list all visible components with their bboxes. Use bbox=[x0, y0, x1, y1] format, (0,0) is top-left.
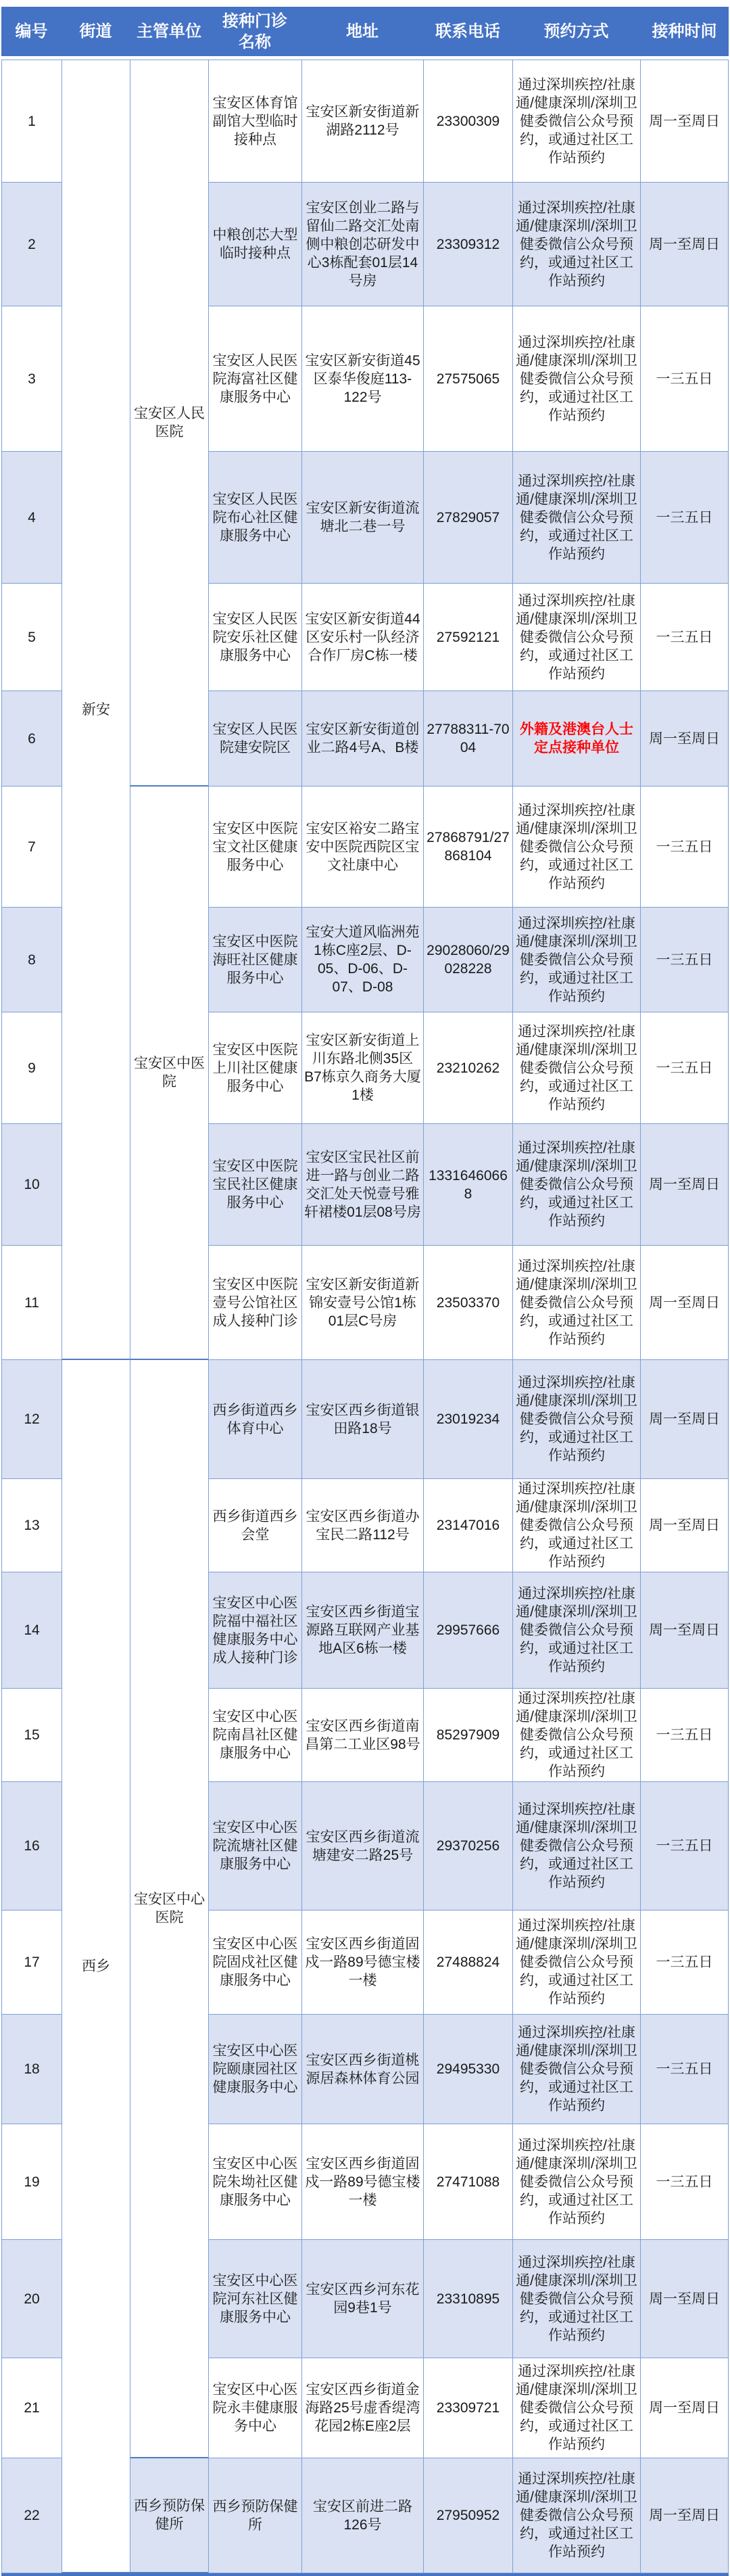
cell-phone: 23147016 bbox=[423, 1479, 512, 1572]
cell-clinic-name: 宝安区人民医院海富社区健康服务中心 bbox=[208, 306, 301, 452]
column-header-clinic-name bbox=[208, 7, 301, 56]
cell-phone: 13316460668 bbox=[423, 1124, 512, 1246]
column-header-schedule: 接种时间 bbox=[640, 7, 729, 56]
cell-address: 宝安区西乡街道宝源路互联网产业基地A区6栋一楼 bbox=[301, 1572, 423, 1689]
cell-schedule: 一三五日 bbox=[640, 584, 729, 691]
header-row bbox=[1, 7, 729, 56]
cell-clinic-name: 宝安区人民医院建安院区 bbox=[208, 691, 301, 787]
cell-clinic-name: 宝安区体育馆副馆大型临时接种点 bbox=[208, 60, 301, 183]
cell-booking-method: 通过深圳疾控/社康通/健康深圳/深圳卫健委微信公众号预约，或通过社区工作站预约 bbox=[512, 584, 640, 691]
column-header-clinic-name-label: 接种门诊名称 bbox=[222, 11, 287, 51]
cell-booking-method: 通过深圳疾控/社康通/健康深圳/深圳卫健委微信公众号预约，或通过社区工作站预约 bbox=[512, 1911, 640, 2015]
cell-supervising-unit: 西乡预防保健所 bbox=[130, 2458, 208, 2573]
cell-schedule: 一三五日 bbox=[640, 2015, 729, 2124]
cell-schedule: 周一至周日 bbox=[640, 1246, 729, 1360]
cell-serial-number: 1 bbox=[1, 60, 62, 183]
cell-address: 宝安区西乡河东花园9巷1号 bbox=[301, 2240, 423, 2358]
cell-address: 宝安区新安街道上川东路北侧35区B7栋京久商务大厦1楼 bbox=[301, 1012, 423, 1124]
cell-serial-number: 21 bbox=[1, 2358, 62, 2458]
table-row bbox=[1, 1360, 729, 1479]
cell-clinic-name: 宝安区中医院上川社区健康服务中心 bbox=[208, 1012, 301, 1124]
cell-booking-method: 外籍及港澳台人士定点接种单位 bbox=[512, 691, 640, 787]
cell-phone: 85297909 bbox=[423, 1689, 512, 1782]
cell-schedule: 一三五日 bbox=[640, 1012, 729, 1124]
cell-street: 新安 bbox=[62, 60, 130, 1360]
cell-address: 宝安区宝民社区前进一路与创业二路交汇处天悦壹号雅轩裙楼01层08号房 bbox=[301, 1124, 423, 1246]
cell-serial-number: 13 bbox=[1, 1479, 62, 1572]
cell-booking-method: 通过深圳疾控/社康通/健康深圳/深圳卫健委微信公众号预约，或通过社区工作站预约 bbox=[512, 908, 640, 1012]
cell-clinic-name: 宝安区中心医院流塘社区健康服务中心 bbox=[208, 1782, 301, 1911]
cell-clinic-name: 宝安区中心医院南昌社区健康服务中心 bbox=[208, 1689, 301, 1782]
cell-phone: 23300309 bbox=[423, 60, 512, 183]
cell-address: 宝安区新安街道流塘北二巷一号 bbox=[301, 452, 423, 584]
cell-phone: 27788311-7004 bbox=[423, 691, 512, 787]
cell-booking-method: 通过深圳疾控/社康通/健康深圳/深圳卫健委微信公众号预约，或通过社区工作站预约 bbox=[512, 1782, 640, 1911]
column-header-address: 地址 bbox=[301, 7, 423, 56]
cell-phone: 27950952 bbox=[423, 2458, 512, 2573]
cell-serial-number: 7 bbox=[1, 787, 62, 908]
cell-supervising-unit: 宝安区人民医院 bbox=[130, 60, 208, 787]
cell-serial-number: 3 bbox=[1, 306, 62, 452]
cell-schedule: 周一至周日 bbox=[640, 2358, 729, 2458]
cell-serial-number: 16 bbox=[1, 1782, 62, 1911]
cell-address: 宝安区西乡街道固戍一路89号德宝楼一楼 bbox=[301, 1911, 423, 2015]
cell-clinic-name: 宝安区人民医院布心社区健康服务中心 bbox=[208, 452, 301, 584]
cell-clinic-name: 宝安区中心医院福中福社区健康服务中心成人接种门诊 bbox=[208, 1572, 301, 1689]
cell-serial-number: 6 bbox=[1, 691, 62, 787]
cell-address: 宝安区西乡街道流塘建安二路25号 bbox=[301, 1782, 423, 1911]
cell-booking-method: 通过深圳疾控/社康通/健康深圳/深圳卫健委微信公众号预约，或通过社区工作站预约 bbox=[512, 183, 640, 306]
cell-address: 宝安区创业二路与留仙二路交汇处南侧中粮创芯研发中心3栋配套01层14号房 bbox=[301, 183, 423, 306]
cell-schedule: 一三五日 bbox=[640, 908, 729, 1012]
cell-clinic-name: 宝安区中心医院永丰健康服务中心 bbox=[208, 2358, 301, 2458]
vaccination-clinic-table bbox=[1, 7, 729, 2576]
cell-schedule: 周一至周日 bbox=[640, 1572, 729, 1689]
cell-street: 西乡 bbox=[62, 1360, 130, 2573]
cell-schedule: 周一至周日 bbox=[640, 1479, 729, 1572]
cell-schedule: 一三五日 bbox=[640, 1782, 729, 1911]
cell-serial-number: 22 bbox=[1, 2458, 62, 2573]
cell-schedule: 一三五日 bbox=[640, 787, 729, 908]
cell-serial-number: 9 bbox=[1, 1012, 62, 1124]
cell-phone: 29495330 bbox=[423, 2015, 512, 2124]
cell-address: 宝安区新安街道45区泰华俊庭113-122号 bbox=[301, 306, 423, 452]
cell-booking-method: 通过深圳疾控/社康通/健康深圳/深圳卫健委微信公众号预约，或通过社区工作站预约 bbox=[512, 1124, 640, 1246]
cell-phone: 23309312 bbox=[423, 183, 512, 306]
cell-address: 宝安区西乡街道办宝民二路112号 bbox=[301, 1479, 423, 1572]
cell-address: 宝安区西乡街道金海路25号虚香缇湾花园2栋E座2层 bbox=[301, 2358, 423, 2458]
cell-booking-method: 通过深圳疾控/社康通/健康深圳/深圳卫健委微信公众号预约，或通过社区工作站预约 bbox=[512, 306, 640, 452]
cell-address: 宝安区西乡街道固戍一路89号德宝楼一楼 bbox=[301, 2124, 423, 2240]
cell-booking-method: 通过深圳疾控/社康通/健康深圳/深圳卫健委微信公众号预约，或通过社区工作站预约 bbox=[512, 60, 640, 183]
column-header-serial: 编号 bbox=[1, 7, 62, 56]
cell-schedule: 一三五日 bbox=[640, 2124, 729, 2240]
cell-address: 宝安区新安街道创业二路4号A、B楼 bbox=[301, 691, 423, 787]
cell-supervising-unit: 宝安区中心医院 bbox=[130, 1360, 208, 2458]
cell-serial-number: 15 bbox=[1, 1689, 62, 1782]
cell-booking-method: 通过深圳疾控/社康通/健康深圳/深圳卫健委微信公众号预约，或通过社区工作站预约 bbox=[512, 2458, 640, 2573]
cell-serial-number: 4 bbox=[1, 452, 62, 584]
cell-booking-method: 通过深圳疾控/社康通/健康深圳/深圳卫健委微信公众号预约，或通过社区工作站预约 bbox=[512, 1479, 640, 1572]
table-body bbox=[1, 60, 729, 2573]
cell-booking-method: 通过深圳疾控/社康通/健康深圳/深圳卫健委微信公众号预约，或通过社区工作站预约 bbox=[512, 787, 640, 908]
cell-schedule: 周一至周日 bbox=[640, 2458, 729, 2573]
cell-phone: 27829057 bbox=[423, 452, 512, 584]
cell-phone: 23310895 bbox=[423, 2240, 512, 2358]
cell-phone: 23503370 bbox=[423, 1246, 512, 1360]
column-header-phone: 联系电话 bbox=[423, 7, 512, 56]
cell-clinic-name: 西乡街道西乡会堂 bbox=[208, 1479, 301, 1572]
cell-phone: 27868791/27868104 bbox=[423, 787, 512, 908]
cell-booking-method: 通过深圳疾控/社康通/健康深圳/深圳卫健委微信公众号预约，或通过社区工作站预约 bbox=[512, 452, 640, 584]
cell-serial-number: 17 bbox=[1, 1911, 62, 2015]
column-header-street: 街道 bbox=[62, 7, 130, 56]
cell-phone: 27592121 bbox=[423, 584, 512, 691]
table-header bbox=[1, 7, 729, 60]
column-header-supervising-unit: 主管单位 bbox=[130, 7, 208, 56]
cell-serial-number: 20 bbox=[1, 2240, 62, 2358]
cell-clinic-name: 宝安区中医院壹号公馆社区成人接种门诊 bbox=[208, 1246, 301, 1360]
cell-schedule: 周一至周日 bbox=[640, 691, 729, 787]
cell-clinic-name: 宝安区人民医院安乐社区健康服务中心 bbox=[208, 584, 301, 691]
cell-clinic-name: 宝安区中心医院固戍社区健康服务中心 bbox=[208, 1911, 301, 2015]
cell-schedule: 周一至周日 bbox=[640, 1360, 729, 1479]
cell-phone: 23019234 bbox=[423, 1360, 512, 1479]
vaccination-clinic-table-page bbox=[0, 7, 730, 2576]
cell-address: 宝安区前进二路126号 bbox=[301, 2458, 423, 2573]
cell-clinic-name: 西乡街道西乡体育中心 bbox=[208, 1360, 301, 1479]
cell-phone: 27471088 bbox=[423, 2124, 512, 2240]
cell-serial-number: 5 bbox=[1, 584, 62, 691]
cell-serial-number: 19 bbox=[1, 2124, 62, 2240]
cell-phone: 23210262 bbox=[423, 1012, 512, 1124]
cell-serial-number: 10 bbox=[1, 1124, 62, 1246]
cell-clinic-name: 宝安区中心医院朱坳社区健康服务中心 bbox=[208, 2124, 301, 2240]
cell-booking-method: 通过深圳疾控/社康通/健康深圳/深圳卫健委微信公众号预约，或通过社区工作站预约 bbox=[512, 1572, 640, 1689]
cell-clinic-name: 宝安区中医院宝民社区健康服务中心 bbox=[208, 1124, 301, 1246]
cell-booking-method: 通过深圳疾控/社康通/健康深圳/深圳卫健委微信公众号预约，或通过社区工作站预约 bbox=[512, 1246, 640, 1360]
cell-clinic-name: 西乡预防保健所 bbox=[208, 2458, 301, 2573]
cell-clinic-name: 宝安区中心医院颐康园社区健康服务中心 bbox=[208, 2015, 301, 2124]
cell-schedule: 一三五日 bbox=[640, 1911, 729, 2015]
cell-booking-method: 通过深圳疾控/社康通/健康深圳/深圳卫健委微信公众号预约，或通过社区工作站预约 bbox=[512, 1360, 640, 1479]
cell-phone: 23309721 bbox=[423, 2358, 512, 2458]
cell-clinic-name: 宝安区中心医院河东社区健康服务中心 bbox=[208, 2240, 301, 2358]
cell-clinic-name: 中粮创芯大型临时接种点 bbox=[208, 183, 301, 306]
cell-phone: 29957666 bbox=[423, 1572, 512, 1689]
cell-address: 宝安区西乡街道银田路18号 bbox=[301, 1360, 423, 1479]
cell-address: 宝安区新安街道新锦安壹号公馆1栋01层C号房 bbox=[301, 1246, 423, 1360]
cell-address: 宝安大道风临洲苑1栋C座2层、D-05、D-06、D-07、D-08 bbox=[301, 908, 423, 1012]
cell-phone: 27575065 bbox=[423, 306, 512, 452]
cell-booking-method: 通过深圳疾控/社康通/健康深圳/深圳卫健委微信公众号预约，或通过社区工作站预约 bbox=[512, 1689, 640, 1782]
column-header-booking-method: 预约方式 bbox=[512, 7, 640, 56]
cell-address: 宝安区西乡街道南昌第二工业区98号 bbox=[301, 1689, 423, 1782]
cell-schedule: 周一至周日 bbox=[640, 60, 729, 183]
cell-serial-number: 8 bbox=[1, 908, 62, 1012]
cell-booking-method: 通过深圳疾控/社康通/健康深圳/深圳卫健委微信公众号预约，或通过社区工作站预约 bbox=[512, 2358, 640, 2458]
table-row bbox=[1, 60, 729, 183]
cell-supervising-unit: 宝安区中医院 bbox=[130, 787, 208, 1360]
cell-clinic-name: 宝安区中医院海旺社区健康服务中心 bbox=[208, 908, 301, 1012]
cell-serial-number: 11 bbox=[1, 1246, 62, 1360]
cell-clinic-name: 宝安区中医院宝文社区健康服务中心 bbox=[208, 787, 301, 908]
cell-phone: 27488824 bbox=[423, 1911, 512, 2015]
cell-phone: 29028060/29028228 bbox=[423, 908, 512, 1012]
cell-booking-method: 通过深圳疾控/社康通/健康深圳/深圳卫健委微信公众号预约，或通过社区工作站预约 bbox=[512, 2240, 640, 2358]
cell-phone: 29370256 bbox=[423, 1782, 512, 1911]
cell-schedule: 周一至周日 bbox=[640, 2240, 729, 2358]
cell-serial-number: 2 bbox=[1, 183, 62, 306]
cell-schedule: 一三五日 bbox=[640, 306, 729, 452]
cell-schedule: 一三五日 bbox=[640, 1689, 729, 1782]
cell-booking-method: 通过深圳疾控/社康通/健康深圳/深圳卫健委微信公众号预约，或通过社区工作站预约 bbox=[512, 1012, 640, 1124]
cell-serial-number: 12 bbox=[1, 1360, 62, 1479]
cell-schedule: 周一至周日 bbox=[640, 1124, 729, 1246]
cell-booking-method: 通过深圳疾控/社康通/健康深圳/深圳卫健委微信公众号预约，或通过社区工作站预约 bbox=[512, 2015, 640, 2124]
cell-schedule: 一三五日 bbox=[640, 452, 729, 584]
cell-serial-number: 14 bbox=[1, 1572, 62, 1689]
cell-schedule: 周一至周日 bbox=[640, 183, 729, 306]
cell-address: 宝安区新安街道44区安乐村一队经济合作厂房C栋一楼 bbox=[301, 584, 423, 691]
cell-address: 宝安区新安街道新湖路2112号 bbox=[301, 60, 423, 183]
cell-serial-number: 18 bbox=[1, 2015, 62, 2124]
cell-address: 宝安区裕安二路宝安中医院西院区宝文社康中心 bbox=[301, 787, 423, 908]
cell-booking-method: 通过深圳疾控/社康通/健康深圳/深圳卫健委微信公众号预约，或通过社区工作站预约 bbox=[512, 2124, 640, 2240]
cell-address: 宝安区西乡街道桃源居森林体育公园 bbox=[301, 2015, 423, 2124]
